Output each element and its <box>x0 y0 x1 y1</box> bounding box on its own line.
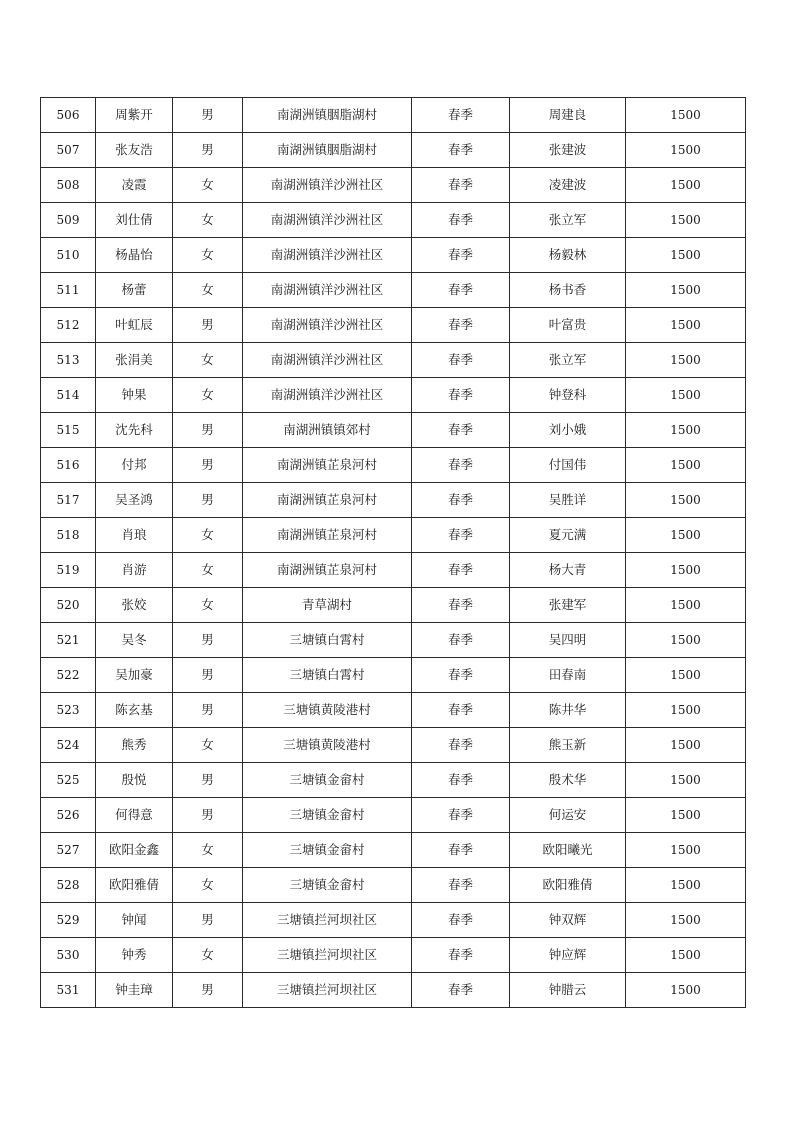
address-cell: 三塘镇黄陵港村 <box>243 693 412 728</box>
guardian-name-cell: 张建波 <box>510 133 626 168</box>
amount-cell: 1500 <box>626 903 746 938</box>
amount-cell: 1500 <box>626 483 746 518</box>
amount-cell: 1500 <box>626 448 746 483</box>
gender-cell: 男 <box>173 693 243 728</box>
student-name-cell: 杨蕾 <box>96 273 173 308</box>
row-number-cell: 511 <box>41 273 96 308</box>
amount-cell: 1500 <box>626 833 746 868</box>
amount-cell: 1500 <box>626 203 746 238</box>
table-row <box>41 203 746 238</box>
student-name-cell: 叶虹辰 <box>96 308 173 343</box>
table-row <box>41 518 746 553</box>
address-cell: 南湖洲镇胭脂湖村 <box>243 98 412 133</box>
row-number-cell: 519 <box>41 553 96 588</box>
guardian-name-cell: 凌建波 <box>510 168 626 203</box>
table-row <box>41 798 746 833</box>
table-row <box>41 588 746 623</box>
address-cell: 南湖洲镇芷泉河村 <box>243 483 412 518</box>
season-cell: 春季 <box>412 483 510 518</box>
season-cell: 春季 <box>412 448 510 483</box>
guardian-name-cell: 张立军 <box>510 203 626 238</box>
season-cell: 春季 <box>412 938 510 973</box>
gender-cell: 男 <box>173 98 243 133</box>
amount-cell: 1500 <box>626 693 746 728</box>
student-name-cell: 欧阳雅倩 <box>96 868 173 903</box>
gender-cell: 女 <box>173 518 243 553</box>
address-cell: 南湖洲镇洋沙洲社区 <box>243 168 412 203</box>
season-cell: 春季 <box>412 868 510 903</box>
amount-cell: 1500 <box>626 308 746 343</box>
table-row <box>41 763 746 798</box>
guardian-name-cell: 陈井华 <box>510 693 626 728</box>
gender-cell: 女 <box>173 588 243 623</box>
address-cell: 南湖洲镇洋沙洲社区 <box>243 203 412 238</box>
amount-cell: 1500 <box>626 378 746 413</box>
row-number-cell: 523 <box>41 693 96 728</box>
table-row <box>41 658 746 693</box>
row-number-cell: 510 <box>41 238 96 273</box>
amount-cell: 1500 <box>626 413 746 448</box>
address-cell: 三塘镇拦河坝社区 <box>243 903 412 938</box>
gender-cell: 男 <box>173 798 243 833</box>
guardian-name-cell: 杨毅林 <box>510 238 626 273</box>
guardian-name-cell: 张立军 <box>510 343 626 378</box>
guardian-name-cell: 何运安 <box>510 798 626 833</box>
row-number-cell: 513 <box>41 343 96 378</box>
student-name-cell: 熊秀 <box>96 728 173 763</box>
table-row <box>41 168 746 203</box>
table-row <box>41 973 746 1008</box>
student-name-cell: 张友浩 <box>96 133 173 168</box>
row-number-cell: 530 <box>41 938 96 973</box>
gender-cell: 男 <box>173 623 243 658</box>
table-row <box>41 693 746 728</box>
address-cell: 三塘镇黄陵港村 <box>243 728 412 763</box>
table-row <box>41 343 746 378</box>
season-cell: 春季 <box>412 168 510 203</box>
table-row <box>41 903 746 938</box>
gender-cell: 男 <box>173 763 243 798</box>
gender-cell: 女 <box>173 203 243 238</box>
guardian-name-cell: 钟登科 <box>510 378 626 413</box>
address-cell: 南湖洲镇镇郊村 <box>243 413 412 448</box>
season-cell: 春季 <box>412 658 510 693</box>
gender-cell: 男 <box>173 903 243 938</box>
student-name-cell: 张涓美 <box>96 343 173 378</box>
guardian-name-cell: 杨书香 <box>510 273 626 308</box>
table-row <box>41 483 746 518</box>
row-number-cell: 521 <box>41 623 96 658</box>
gender-cell: 男 <box>173 448 243 483</box>
guardian-name-cell: 田春南 <box>510 658 626 693</box>
student-name-cell: 吴加豪 <box>96 658 173 693</box>
student-name-cell: 钟秀 <box>96 938 173 973</box>
address-cell: 三塘镇拦河坝社区 <box>243 973 412 1008</box>
row-number-cell: 516 <box>41 448 96 483</box>
row-number-cell: 531 <box>41 973 96 1008</box>
guardian-name-cell: 吴四明 <box>510 623 626 658</box>
table-row <box>41 133 746 168</box>
table-row <box>41 238 746 273</box>
gender-cell: 男 <box>173 483 243 518</box>
amount-cell: 1500 <box>626 133 746 168</box>
subsidy-roster-table <box>40 97 746 1008</box>
gender-cell: 女 <box>173 833 243 868</box>
row-number-cell: 525 <box>41 763 96 798</box>
table-row <box>41 728 746 763</box>
address-cell: 三塘镇金畲村 <box>243 763 412 798</box>
address-cell: 南湖洲镇洋沙洲社区 <box>243 273 412 308</box>
gender-cell: 女 <box>173 938 243 973</box>
row-number-cell: 524 <box>41 728 96 763</box>
student-name-cell: 钟圭璋 <box>96 973 173 1008</box>
gender-cell: 女 <box>173 868 243 903</box>
student-name-cell: 肖琅 <box>96 518 173 553</box>
row-number-cell: 528 <box>41 868 96 903</box>
address-cell: 南湖洲镇芷泉河村 <box>243 553 412 588</box>
table-row <box>41 938 746 973</box>
guardian-name-cell: 周建良 <box>510 98 626 133</box>
guardian-name-cell: 钟双辉 <box>510 903 626 938</box>
row-number-cell: 512 <box>41 308 96 343</box>
student-name-cell: 刘仕倩 <box>96 203 173 238</box>
season-cell: 春季 <box>412 553 510 588</box>
season-cell: 春季 <box>412 238 510 273</box>
address-cell: 三塘镇拦河坝社区 <box>243 938 412 973</box>
season-cell: 春季 <box>412 973 510 1008</box>
gender-cell: 女 <box>173 378 243 413</box>
guardian-name-cell: 熊玉新 <box>510 728 626 763</box>
gender-cell: 男 <box>173 308 243 343</box>
row-number-cell: 514 <box>41 378 96 413</box>
address-cell: 三塘镇白霄村 <box>243 623 412 658</box>
row-number-cell: 509 <box>41 203 96 238</box>
address-cell: 南湖洲镇洋沙洲社区 <box>243 378 412 413</box>
guardian-name-cell: 殷术华 <box>510 763 626 798</box>
address-cell: 南湖洲镇洋沙洲社区 <box>243 238 412 273</box>
guardian-name-cell: 吴胜详 <box>510 483 626 518</box>
guardian-name-cell: 刘小娥 <box>510 413 626 448</box>
row-number-cell: 506 <box>41 98 96 133</box>
guardian-name-cell: 张建军 <box>510 588 626 623</box>
table-row <box>41 448 746 483</box>
guardian-name-cell: 付国伟 <box>510 448 626 483</box>
amount-cell: 1500 <box>626 728 746 763</box>
row-number-cell: 529 <box>41 903 96 938</box>
student-name-cell: 付邦 <box>96 448 173 483</box>
guardian-name-cell: 夏元满 <box>510 518 626 553</box>
student-name-cell: 凌霞 <box>96 168 173 203</box>
season-cell: 春季 <box>412 798 510 833</box>
amount-cell: 1500 <box>626 553 746 588</box>
gender-cell: 男 <box>173 973 243 1008</box>
table-body <box>41 98 746 1008</box>
student-name-cell: 吴冬 <box>96 623 173 658</box>
season-cell: 春季 <box>412 833 510 868</box>
gender-cell: 女 <box>173 728 243 763</box>
guardian-name-cell: 钟腊云 <box>510 973 626 1008</box>
amount-cell: 1500 <box>626 343 746 378</box>
row-number-cell: 508 <box>41 168 96 203</box>
season-cell: 春季 <box>412 343 510 378</box>
address-cell: 南湖洲镇芷泉河村 <box>243 448 412 483</box>
gender-cell: 女 <box>173 553 243 588</box>
gender-cell: 女 <box>173 343 243 378</box>
season-cell: 春季 <box>412 378 510 413</box>
student-name-cell: 钟果 <box>96 378 173 413</box>
row-number-cell: 520 <box>41 588 96 623</box>
student-name-cell: 沈先科 <box>96 413 173 448</box>
address-cell: 三塘镇金畲村 <box>243 833 412 868</box>
amount-cell: 1500 <box>626 763 746 798</box>
amount-cell: 1500 <box>626 98 746 133</box>
season-cell: 春季 <box>412 588 510 623</box>
student-name-cell: 欧阳金鑫 <box>96 833 173 868</box>
table-row <box>41 378 746 413</box>
address-cell: 南湖洲镇洋沙洲社区 <box>243 343 412 378</box>
address-cell: 三塘镇金畲村 <box>243 868 412 903</box>
guardian-name-cell: 杨大青 <box>510 553 626 588</box>
address-cell: 南湖洲镇胭脂湖村 <box>243 133 412 168</box>
table-row <box>41 868 746 903</box>
address-cell: 青草湖村 <box>243 588 412 623</box>
student-name-cell: 陈玄基 <box>96 693 173 728</box>
row-number-cell: 507 <box>41 133 96 168</box>
amount-cell: 1500 <box>626 798 746 833</box>
season-cell: 春季 <box>412 903 510 938</box>
season-cell: 春季 <box>412 413 510 448</box>
amount-cell: 1500 <box>626 588 746 623</box>
season-cell: 春季 <box>412 133 510 168</box>
address-cell: 南湖洲镇芷泉河村 <box>243 518 412 553</box>
student-name-cell: 周紫开 <box>96 98 173 133</box>
amount-cell: 1500 <box>626 518 746 553</box>
table-row <box>41 308 746 343</box>
table-row <box>41 553 746 588</box>
row-number-cell: 522 <box>41 658 96 693</box>
amount-cell: 1500 <box>626 238 746 273</box>
guardian-name-cell: 叶富贵 <box>510 308 626 343</box>
address-cell: 三塘镇金畲村 <box>243 798 412 833</box>
guardian-name-cell: 钟应辉 <box>510 938 626 973</box>
row-number-cell: 517 <box>41 483 96 518</box>
gender-cell: 女 <box>173 238 243 273</box>
gender-cell: 男 <box>173 658 243 693</box>
table-row <box>41 623 746 658</box>
student-name-cell: 钟闻 <box>96 903 173 938</box>
season-cell: 春季 <box>412 693 510 728</box>
row-number-cell: 526 <box>41 798 96 833</box>
amount-cell: 1500 <box>626 273 746 308</box>
table-row <box>41 833 746 868</box>
row-number-cell: 518 <box>41 518 96 553</box>
amount-cell: 1500 <box>626 938 746 973</box>
gender-cell: 男 <box>173 133 243 168</box>
amount-cell: 1500 <box>626 623 746 658</box>
gender-cell: 男 <box>173 413 243 448</box>
gender-cell: 女 <box>173 273 243 308</box>
season-cell: 春季 <box>412 98 510 133</box>
student-name-cell: 吴圣鸿 <box>96 483 173 518</box>
season-cell: 春季 <box>412 623 510 658</box>
amount-cell: 1500 <box>626 868 746 903</box>
student-name-cell: 殷悦 <box>96 763 173 798</box>
season-cell: 春季 <box>412 273 510 308</box>
amount-cell: 1500 <box>626 658 746 693</box>
address-cell: 南湖洲镇洋沙洲社区 <box>243 308 412 343</box>
amount-cell: 1500 <box>626 973 746 1008</box>
guardian-name-cell: 欧阳雅倩 <box>510 868 626 903</box>
amount-cell: 1500 <box>626 168 746 203</box>
season-cell: 春季 <box>412 518 510 553</box>
student-name-cell: 张姣 <box>96 588 173 623</box>
table-row <box>41 98 746 133</box>
row-number-cell: 527 <box>41 833 96 868</box>
table-row <box>41 273 746 308</box>
season-cell: 春季 <box>412 763 510 798</box>
student-name-cell: 何得意 <box>96 798 173 833</box>
gender-cell: 女 <box>173 168 243 203</box>
season-cell: 春季 <box>412 203 510 238</box>
guardian-name-cell: 欧阳曦光 <box>510 833 626 868</box>
student-name-cell: 杨晶怡 <box>96 238 173 273</box>
address-cell: 三塘镇白霄村 <box>243 658 412 693</box>
season-cell: 春季 <box>412 728 510 763</box>
student-name-cell: 肖游 <box>96 553 173 588</box>
table-row <box>41 413 746 448</box>
row-number-cell: 515 <box>41 413 96 448</box>
season-cell: 春季 <box>412 308 510 343</box>
